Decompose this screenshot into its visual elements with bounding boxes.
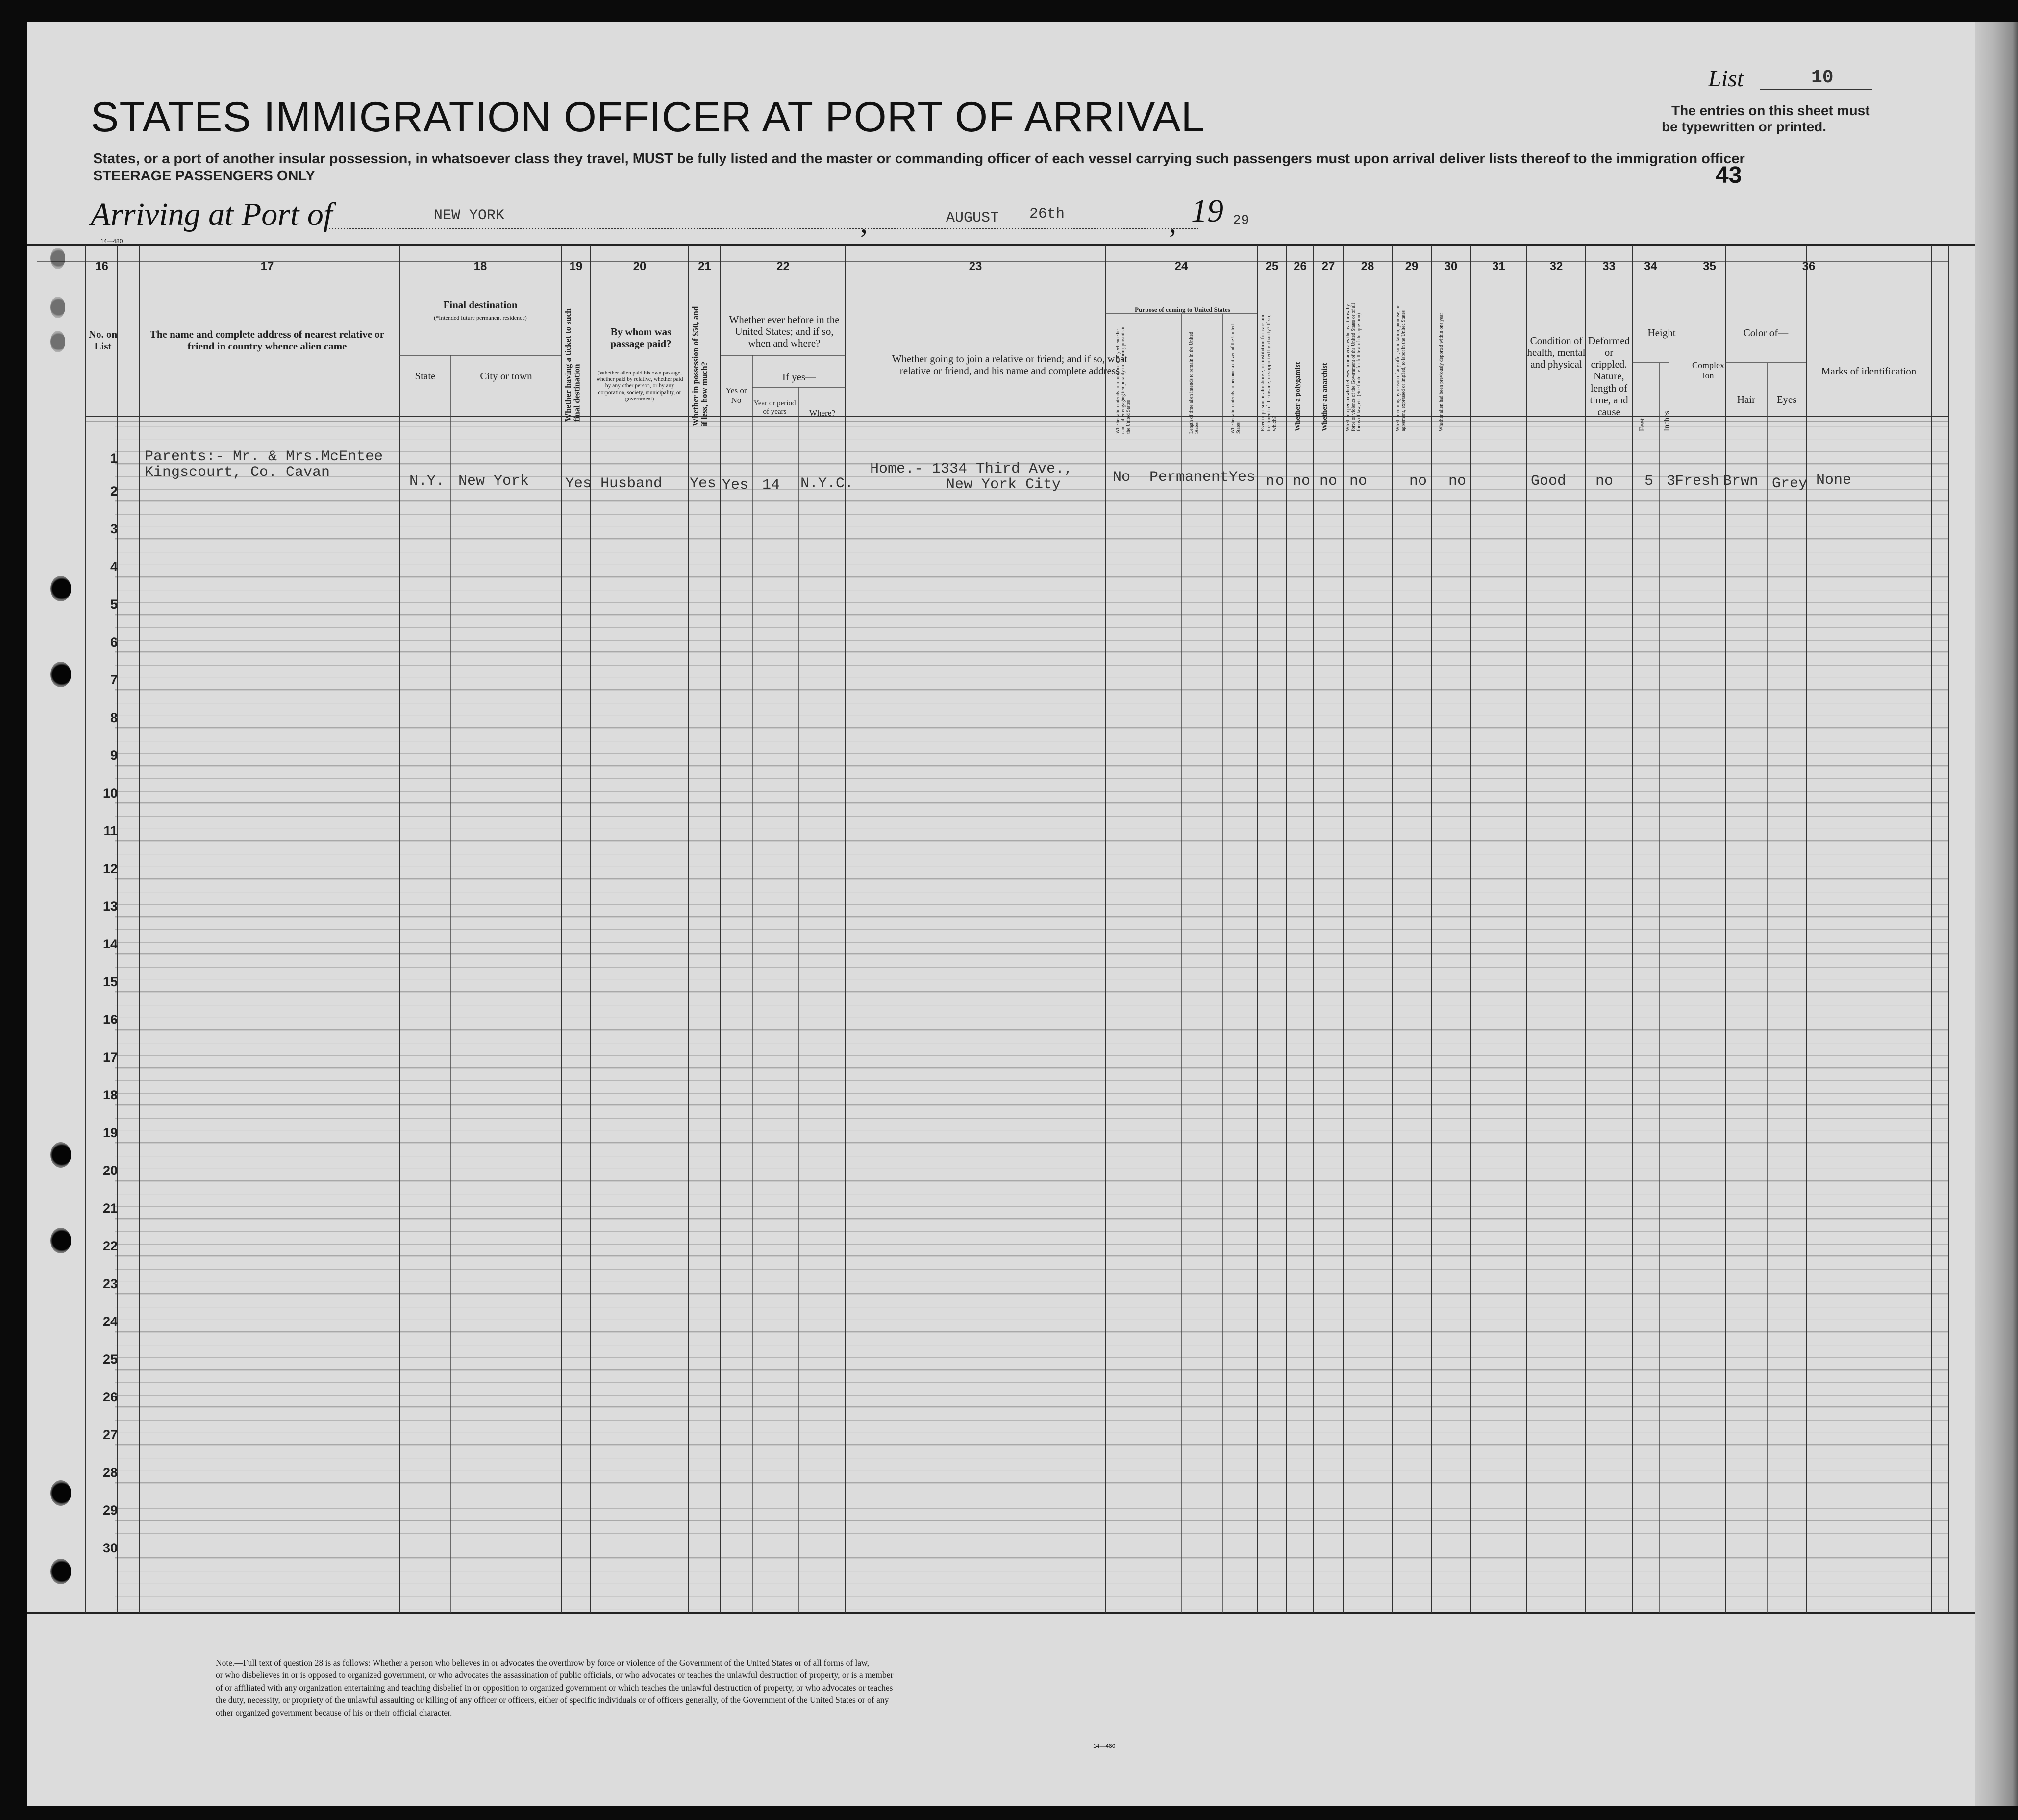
entry-health: Good xyxy=(1531,473,1567,490)
row-number: 9 xyxy=(110,748,118,763)
col32-header: Deformed or crippled. Nature, length of time, and cause xyxy=(1588,335,1630,418)
entry-ticket: Yes xyxy=(565,475,592,492)
binding-hole xyxy=(50,248,65,269)
column-number: 27 xyxy=(1321,260,1335,273)
footnote-line: of or affiliated with any organization entertaining and teaching disbelief in or opposition to organized government or which teaches the unlawful destruction of property, or who advocates or teaches xyxy=(216,1682,893,1693)
row-number: 19 xyxy=(102,1125,118,1140)
entry-city: New York xyxy=(458,473,529,490)
entry-relative-line1: Parents:- Mr. & Mrs.McEntee xyxy=(145,449,383,465)
entry-before-in-us: Yes xyxy=(722,477,749,494)
column-number: 17 xyxy=(260,260,274,273)
column-number: 21 xyxy=(698,260,711,273)
column-number: 18 xyxy=(473,260,487,273)
entry-anarchist: no xyxy=(1320,473,1338,490)
row-number: 17 xyxy=(102,1050,118,1065)
binding-hole xyxy=(50,1142,71,1168)
col26-header: Whether a polygamist xyxy=(1294,362,1302,431)
binding-hole xyxy=(50,1559,71,1584)
row-number: 24 xyxy=(102,1314,118,1329)
binding-hole xyxy=(50,331,65,352)
column-number: 16 xyxy=(95,260,108,273)
subtitle-line-2: STEERAGE PASSENGERS ONLY xyxy=(93,168,315,184)
col21-header: Whether in possession of $50, and if less, how much? xyxy=(691,306,709,426)
entry-fifty-dollars: Yes xyxy=(690,475,717,492)
col24c-header: Whether alien intends to become a citizen of the United States xyxy=(1230,324,1241,434)
col34-header: Complexion xyxy=(1692,360,1724,380)
col24b-header: Length of time alien intends to remain in the United States xyxy=(1189,331,1199,434)
row-number: 28 xyxy=(102,1465,118,1480)
column-number: 24 xyxy=(1174,260,1188,273)
col27-header: Whether an anarchist xyxy=(1321,363,1329,431)
col18-state-header: State xyxy=(415,370,436,382)
col26-header-wrap xyxy=(1294,301,1309,434)
entry-deformed: no xyxy=(1595,473,1614,490)
arriving-label: Arriving at Port of xyxy=(91,197,333,232)
form-code-top: 14—480 xyxy=(100,238,123,245)
column-number: 34 xyxy=(1644,260,1657,273)
col16-header: No. on List xyxy=(88,328,118,352)
col28-header: Whether a person who believes in or advocates the overthrow by force or violence of the Government of the United States or of all forms of law, etc. (See footnote for full text of this question) xyxy=(1345,303,1362,431)
col24a-header-wrap xyxy=(1115,324,1145,436)
manifest-sheet xyxy=(27,22,1975,1806)
column-number: 23 xyxy=(969,260,982,273)
notice-line-2: be typewritten or printed. xyxy=(1662,119,1827,134)
col23-header: Whether going to join a relative or friend; and if so, what relative or friend, and his name and complete address xyxy=(892,353,1128,377)
row-number: 2 xyxy=(110,484,118,499)
notice-line-1: The entries on this sheet must xyxy=(1671,103,1870,118)
entry-feet: 5 xyxy=(1644,473,1654,490)
entry-hair: Brwn xyxy=(1723,473,1759,490)
col29-header: Whether coming by reason of any offer, solicitation, promise, or agreement, expressed or implied, to labor in the United States xyxy=(1395,305,1406,431)
row-number: 12 xyxy=(102,861,118,876)
col25-header-wrap xyxy=(1260,301,1284,434)
column-number: 31 xyxy=(1492,260,1505,273)
column-number: 29 xyxy=(1405,260,1419,273)
entry-length-of-stay: Permanent xyxy=(1149,469,1229,486)
entry-passage-paid-by: Husband xyxy=(600,475,663,492)
col22-group-header: Whether ever before in the United States; and if so, when and where? xyxy=(729,314,840,349)
row-number: 18 xyxy=(102,1088,118,1102)
entry-marks: None xyxy=(1816,472,1852,489)
column-number: 36 xyxy=(1802,260,1816,273)
entry-complexion: Fresh xyxy=(1675,473,1719,490)
footnote-line: other organized government because of his or their official character. xyxy=(216,1707,452,1718)
col35-eyes-header: Eyes xyxy=(1776,394,1797,405)
book-spine xyxy=(1975,22,2018,1806)
col22-year-header: Year or period of years xyxy=(753,399,796,416)
col33-group-header: Height xyxy=(1647,327,1676,339)
col20-header: By whom was passage paid? xyxy=(610,326,672,350)
col27-header-wrap xyxy=(1321,301,1336,434)
port-value: NEW YORK xyxy=(434,207,505,224)
row-number: 29 xyxy=(102,1503,118,1518)
col25-header: Ever in prison or almshouse, or institution for care and treatment of the insane, or supported by charity? If so, which? xyxy=(1260,313,1278,431)
entry-joining-line1: Home.- 1334 Third Ave., xyxy=(870,461,1073,477)
col31-header: Condition of health, mental and physical xyxy=(1527,335,1586,371)
column-number: 28 xyxy=(1361,260,1374,273)
entry-state: N.Y. xyxy=(409,473,445,490)
entry-joining-line2: New York City xyxy=(946,476,1061,493)
col35-hair-header: Hair xyxy=(1737,394,1756,405)
entry-return-temporarily: No xyxy=(1113,469,1131,486)
entry-years: 14 xyxy=(762,477,780,494)
entry-where: N.Y.C. xyxy=(800,475,854,492)
col24c-header-wrap xyxy=(1230,324,1250,436)
column-number: 32 xyxy=(1549,260,1563,273)
row-number: 23 xyxy=(102,1276,118,1291)
column-number: 33 xyxy=(1602,260,1616,273)
list-label: List xyxy=(1708,66,1744,92)
row-number: 14 xyxy=(102,937,118,951)
page-number: 43 xyxy=(1716,162,1742,188)
entry-relative-line2: Kingscourt, Co. Cavan xyxy=(145,464,330,481)
binding-hole xyxy=(50,576,71,601)
form-code-bottom: 14—480 xyxy=(1093,1743,1116,1749)
entry-eyes: Grey xyxy=(1772,475,1808,492)
col28-header-wrap xyxy=(1345,301,1392,434)
col18-group-header: Final destination xyxy=(443,299,518,311)
binding-hole xyxy=(50,1228,71,1253)
list-number: 10 xyxy=(1811,67,1834,88)
footnote-line: Note.—Full text of question 28 is as follows: Whether a person who believes in or advocates the overthrow by force or violence of the Government of the United States or of all forms of law, xyxy=(216,1658,870,1668)
col36-header: Marks of identification xyxy=(1821,365,1917,377)
row-number: 20 xyxy=(102,1163,118,1178)
col33-inches-header: Inches xyxy=(1663,411,1671,431)
entry-become-citizen: Yes xyxy=(1229,469,1256,486)
row-number: 30 xyxy=(102,1541,118,1555)
col19-header-wrap xyxy=(564,301,591,424)
binding-hole xyxy=(50,662,71,687)
footnote-line: or who disbelieves in or is opposed to organized government, or who advocates the assassination of public officials, or who advocates or teaches the unlawful destruction of property, or is a member xyxy=(216,1670,894,1680)
entry-deported: no xyxy=(1448,473,1467,490)
row-number: 5 xyxy=(110,597,118,612)
row-number: 8 xyxy=(110,710,118,725)
row-number: 26 xyxy=(102,1390,118,1404)
col24b-header-wrap xyxy=(1189,324,1208,436)
binding-hole xyxy=(50,297,65,318)
row-number: 16 xyxy=(102,1012,118,1027)
row-number: 27 xyxy=(102,1427,118,1442)
col19-header: Whether having a ticket to such final destination xyxy=(563,308,582,422)
footnote-line: the duty, necessity, or propriety of the unlawful assaulting or killing of any officer or officers, either of specific individuals or of officers generally, of the Government of the United States or of any xyxy=(216,1695,889,1705)
col18-note: (*Intended future permanent residence) xyxy=(434,314,527,321)
table-grid xyxy=(27,22,1975,1806)
month-value: AUGUST xyxy=(946,210,999,226)
column-number: 26 xyxy=(1294,260,1307,273)
year-suffix: 29 xyxy=(1233,213,1249,228)
column-number: 35 xyxy=(1703,260,1716,273)
col17-header: The name and complete address of nearest relative or friend in country whence alien came xyxy=(149,328,385,352)
row-number: 25 xyxy=(102,1352,118,1367)
col33-feet-wrap xyxy=(1638,395,1653,434)
col22-where-header: Where? xyxy=(809,408,835,418)
row-number: 21 xyxy=(102,1201,118,1216)
row-number: 7 xyxy=(110,673,118,687)
col29-header-wrap xyxy=(1395,301,1430,434)
entry-labor-offer: no xyxy=(1409,473,1427,490)
entry-prison: no xyxy=(1266,473,1286,490)
row-number: 22 xyxy=(102,1239,118,1253)
row-number: 11 xyxy=(103,823,118,838)
column-number: 30 xyxy=(1444,260,1458,273)
col18-city-header: City or town xyxy=(480,370,532,382)
day-value: 26th xyxy=(1029,206,1065,223)
col24-group-header: Purpose of coming to United States xyxy=(1135,306,1230,313)
col33-inches-wrap xyxy=(1663,395,1677,434)
col21-header-wrap xyxy=(691,301,718,429)
row-number: 10 xyxy=(102,786,118,800)
row-number: 13 xyxy=(102,899,118,914)
subtitle-line-1: States, or a port of another insular possession, in whatsoever class they travel, MUST be fully listed and the master or commanding officer of each vessel carrying such passengers must upon arrival deliver lists thereof to the immigration officer xyxy=(93,151,1745,167)
row-number: 6 xyxy=(110,635,118,649)
col20-note: (Whether alien paid his own passage, whether paid by relative, whether paid by any other person, or by any corporation, society, municipality, or government) xyxy=(596,370,683,402)
comma-2: , xyxy=(1169,206,1176,239)
col33-feet-header: Feet xyxy=(1638,418,1646,431)
column-number: 25 xyxy=(1265,260,1279,273)
footnote xyxy=(216,1657,893,1719)
year-prefix: 19 xyxy=(1191,193,1223,229)
col22-ifyes-header: If yes— xyxy=(782,371,816,383)
col35-group-header: Color of— xyxy=(1743,327,1789,339)
col30-header: Whether alien had been previously deported within one year xyxy=(1439,313,1444,431)
row-number: 3 xyxy=(110,522,118,536)
column-number: 22 xyxy=(776,260,790,273)
col30-header-wrap xyxy=(1439,301,1463,434)
entry-polygamist: no xyxy=(1293,473,1311,490)
entry-inches: 3 xyxy=(1667,473,1676,490)
binding-hole xyxy=(50,1480,71,1506)
column-number: 19 xyxy=(569,260,583,273)
entry-overthrow: no xyxy=(1349,473,1368,490)
col22-yesno-header: Yes or No xyxy=(725,386,747,405)
row-number: 15 xyxy=(102,974,118,989)
row-number: 1 xyxy=(110,451,118,466)
page-title: STATES IMMIGRATION OFFICER AT PORT OF ARRIVAL xyxy=(91,94,1205,141)
column-number: 20 xyxy=(633,260,647,273)
comma-1: , xyxy=(860,206,868,239)
col24a-header: Whether alien intends to return to country whence he came after engaging temporarily in laboring pursuits in the United States xyxy=(1115,325,1131,434)
row-number: 4 xyxy=(110,559,118,574)
